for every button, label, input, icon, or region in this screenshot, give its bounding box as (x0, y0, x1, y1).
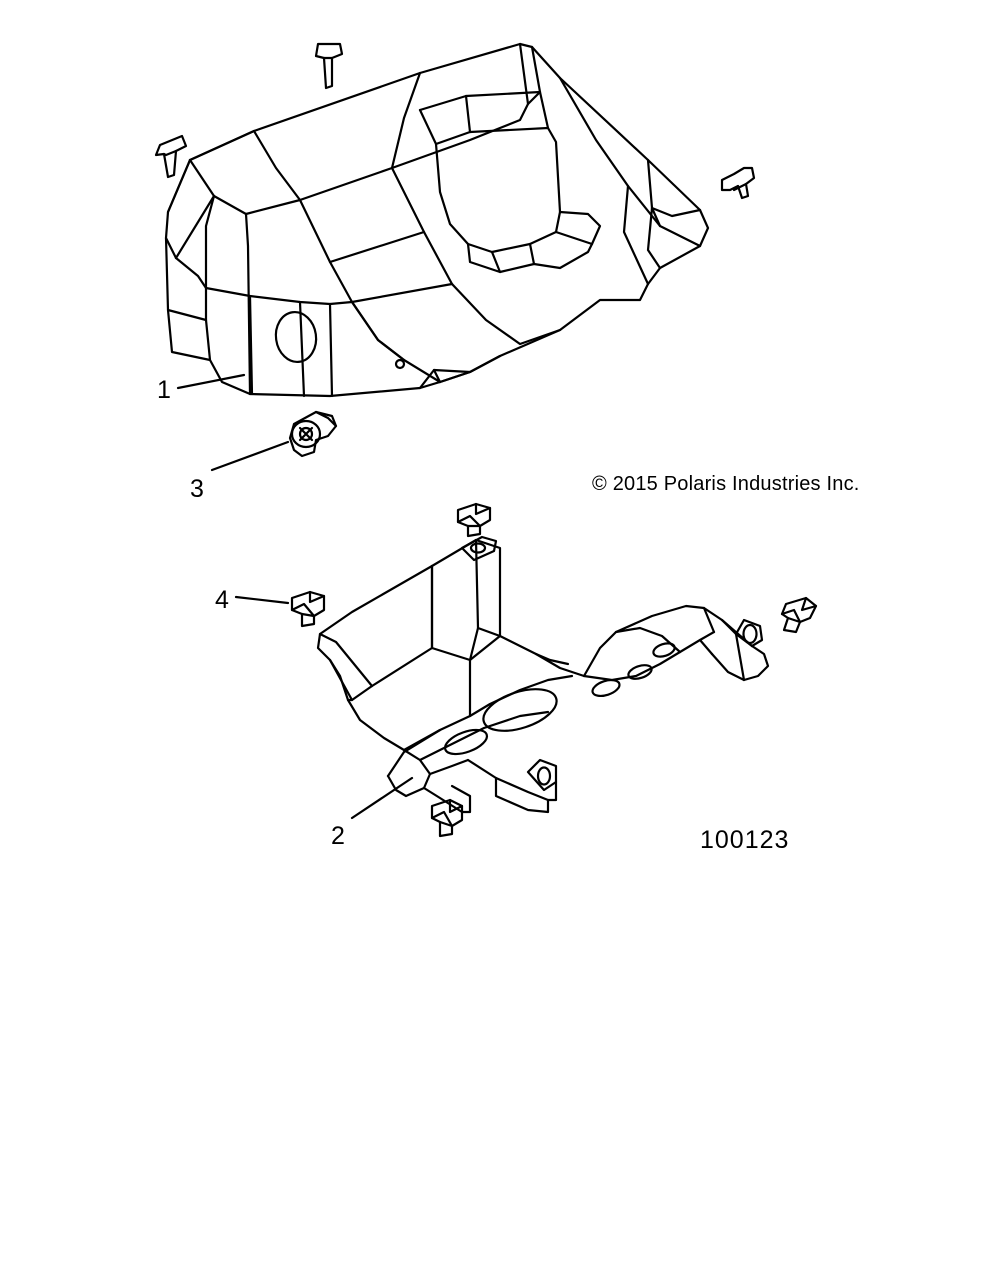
part-number: 100123 (700, 826, 790, 854)
clip-nut-left (292, 592, 324, 626)
part-bracket (318, 537, 768, 812)
callout-4: 4 (215, 586, 229, 614)
leader-4 (236, 597, 288, 603)
part-screw (290, 412, 336, 456)
part-console-cover (166, 44, 708, 396)
callout-1: 1 (157, 376, 171, 404)
bolt-top-left (156, 136, 186, 177)
bolt-top-right (722, 168, 754, 198)
copyright-notice: © 2015 Polaris Industries Inc. (592, 473, 860, 495)
clip-nut-top (458, 504, 490, 536)
callout-2: 2 (331, 822, 345, 850)
leader-3 (212, 442, 288, 470)
callout-3: 3 (190, 475, 204, 503)
clip-nut-bottom (432, 800, 462, 836)
clip-nut-right (782, 598, 816, 632)
leader-2 (352, 778, 412, 818)
bolt-top-center (316, 44, 342, 88)
